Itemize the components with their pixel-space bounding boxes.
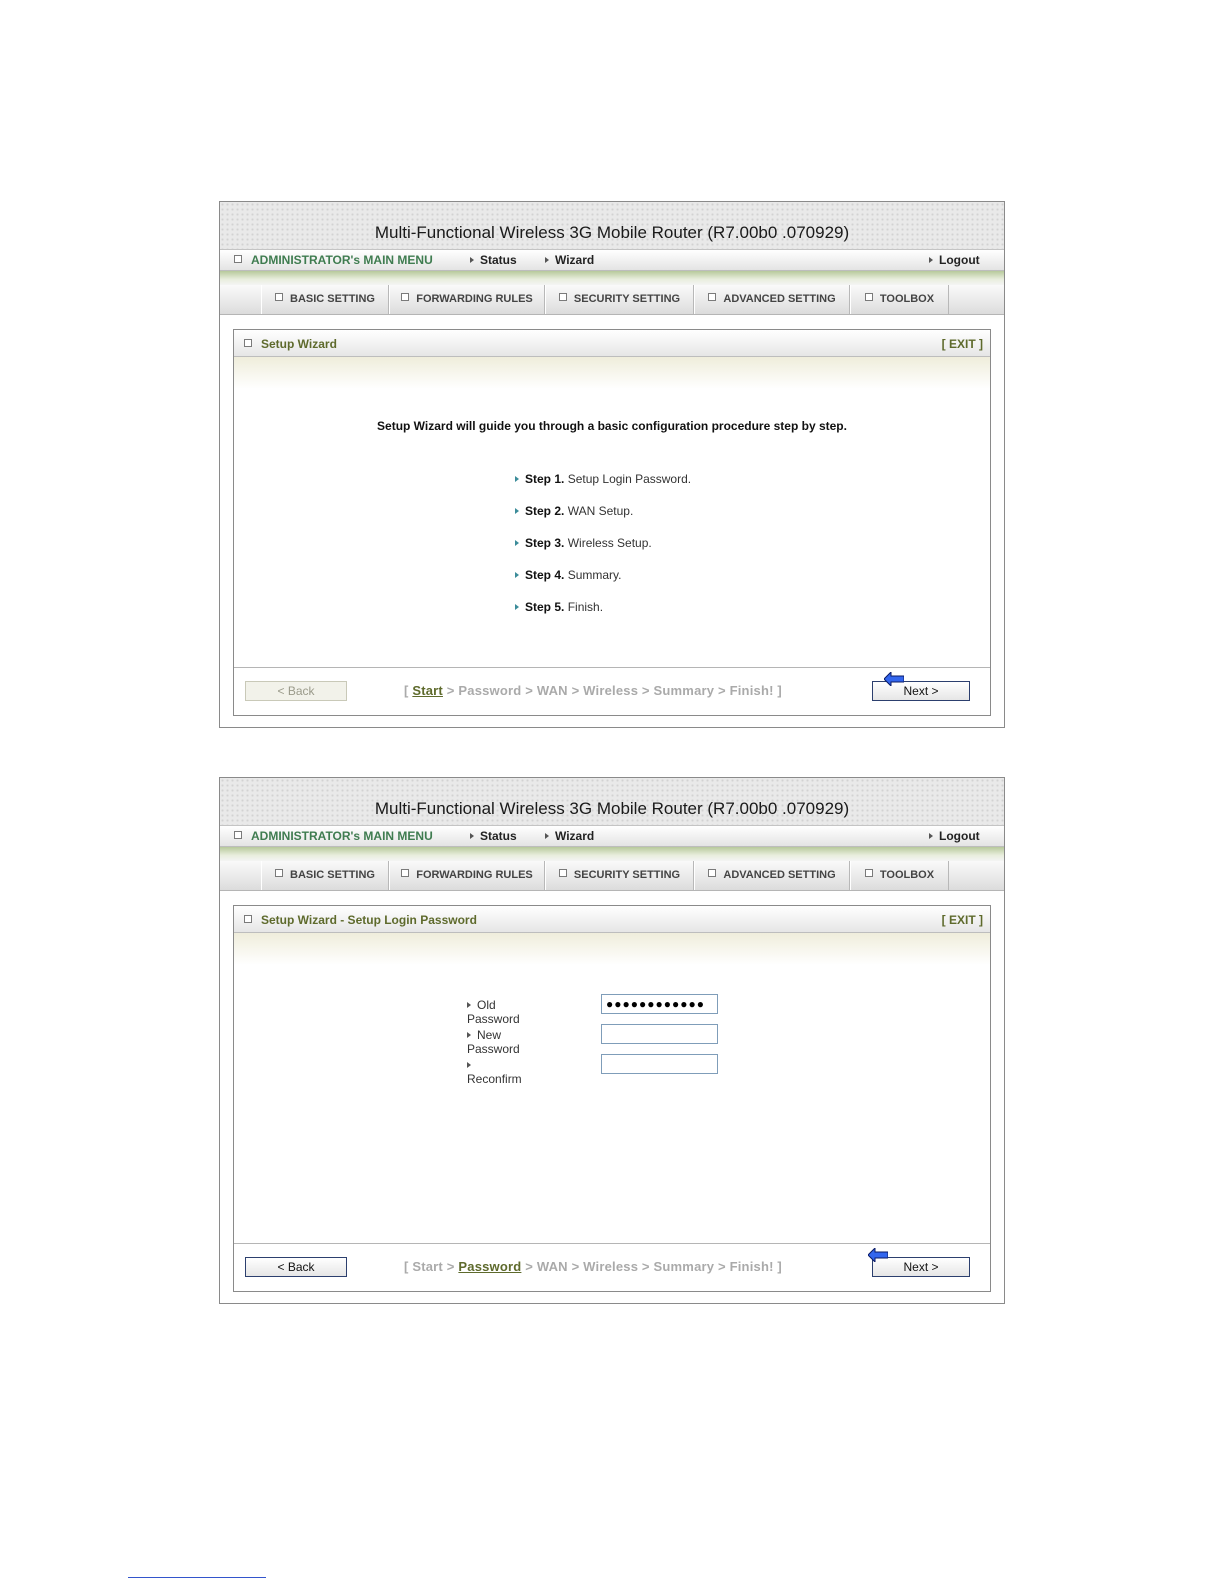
wizard-label: Wizard <box>555 253 595 267</box>
triangle-bullet-icon <box>929 257 933 263</box>
panel-title-bar <box>234 906 990 933</box>
triangle-bullet-icon <box>515 508 519 514</box>
tab-toolbox[interactable] <box>850 285 949 314</box>
admin-main-menu-link[interactable] <box>234 253 433 267</box>
panel-title-bar <box>234 330 990 357</box>
triangle-bullet-icon <box>515 540 519 546</box>
wizard-footer <box>234 667 990 716</box>
triangle-bullet-icon <box>470 257 474 263</box>
exit-link[interactable]: [ EXIT ] <box>941 913 983 927</box>
wizard-link[interactable] <box>545 253 594 267</box>
tab-label: FORWARDING RULES <box>416 869 533 881</box>
field-label-text: Old Password <box>467 998 520 1026</box>
status-label: Status <box>480 253 517 267</box>
panel-title-label: Setup Wizard - Setup Login Password <box>261 913 477 927</box>
square-bullet-icon <box>234 255 242 263</box>
back-button[interactable]: < Back <box>245 1257 347 1277</box>
status-label: Status <box>480 829 517 843</box>
wizard-breadcrumb <box>404 683 782 698</box>
square-bullet-icon <box>708 293 716 301</box>
tab-label: BASIC SETTING <box>290 869 375 881</box>
breadcrumb-password[interactable]: Password <box>458 683 522 698</box>
tab-forwarding-rules[interactable] <box>389 285 545 314</box>
admin-main-menu-label: ADMINISTRATOR's MAIN MENU <box>251 253 433 267</box>
list-item <box>515 504 691 536</box>
next-button[interactable]: Next > <box>872 1257 970 1277</box>
square-bullet-icon <box>559 869 567 877</box>
old-password-field[interactable]: ●●●●●●●●●●●● <box>601 994 718 1014</box>
square-bullet-icon <box>234 831 242 839</box>
tab-basic-setting[interactable] <box>261 861 389 890</box>
tab-label: TOOLBOX <box>879 869 935 881</box>
exit-link[interactable]: [ EXIT ] <box>941 337 983 351</box>
breadcrumb-start[interactable]: Start <box>412 683 443 698</box>
settings-tab-bar <box>220 861 1004 891</box>
step-text: Finish. <box>567 600 604 614</box>
router-title: Multi-Functional Wireless 3G Mobile Router (R7.00b0 .070929) <box>374 799 850 818</box>
tab-label: ADVANCED SETTING <box>723 293 836 305</box>
step-text: Summary. <box>567 568 622 582</box>
left-arrow-icon <box>868 1248 888 1262</box>
panel-title <box>244 337 337 351</box>
triangle-bullet-icon <box>545 833 549 839</box>
main-menu-bar <box>220 825 1004 847</box>
square-bullet-icon <box>865 869 873 877</box>
left-arrow-icon <box>884 672 904 686</box>
green-band <box>220 847 1004 861</box>
new-password-field[interactable] <box>601 1024 718 1044</box>
panel-title <box>244 913 477 927</box>
panel-gradient <box>234 933 990 965</box>
router-header <box>220 778 1004 825</box>
tab-basic-setting[interactable] <box>261 285 389 314</box>
square-bullet-icon <box>401 869 409 877</box>
wizard-link[interactable] <box>545 829 594 843</box>
tab-label: BASIC SETTING <box>290 293 375 305</box>
old-password-label <box>467 998 520 1026</box>
tab-label: FORWARDING RULES <box>416 293 533 305</box>
field-label-text: Reconfirm <box>467 1072 522 1086</box>
logout-link[interactable] <box>929 829 980 843</box>
reconfirm-field[interactable] <box>601 1054 718 1074</box>
tab-label: ADVANCED SETTING <box>723 869 836 881</box>
tab-advanced-setting[interactable] <box>694 285 850 314</box>
reconfirm-label <box>467 1058 522 1086</box>
breadcrumb-rest: > WAN > Wireless > Summary > Finish! ] <box>521 683 782 698</box>
triangle-bullet-icon <box>545 257 549 263</box>
tab-forwarding-rules[interactable] <box>389 861 545 890</box>
wizard-breadcrumb <box>404 1259 782 1274</box>
tab-label: TOOLBOX <box>879 293 935 305</box>
wizard-intro-text: Setup Wizard will guide you through a basic configuration procedure step by step. <box>377 419 847 433</box>
breadcrumb-password[interactable]: Password <box>458 1259 522 1274</box>
square-bullet-icon <box>401 293 409 301</box>
step-text: Setup Login Password. <box>567 472 692 486</box>
breadcrumb-rest: > WAN > Wireless > Summary > Finish! ] <box>521 1259 782 1274</box>
list-item <box>515 568 691 600</box>
screenshot-wizard-intro <box>219 201 1005 728</box>
footnote-rule <box>128 1577 266 1578</box>
panel-gradient <box>234 357 990 389</box>
triangle-bullet-icon <box>470 833 474 839</box>
breadcrumb-open: [ <box>404 683 413 698</box>
next-button[interactable]: Next > <box>872 681 970 701</box>
step-text: Wireless Setup. <box>567 536 652 550</box>
triangle-bullet-icon <box>515 476 519 482</box>
triangle-bullet-icon <box>467 1032 471 1038</box>
step-number: Step 1. <box>525 472 565 486</box>
step-number: Step 4. <box>525 568 565 582</box>
step-number: Step 5. <box>525 600 565 614</box>
tab-toolbox[interactable] <box>850 861 949 890</box>
breadcrumb-open: [ <box>404 1259 413 1274</box>
panel-title-label: Setup Wizard <box>261 337 337 351</box>
square-bullet-icon <box>244 339 252 347</box>
list-item <box>515 600 691 632</box>
breadcrumb-separator: > <box>442 683 459 698</box>
main-menu-bar <box>220 249 1004 271</box>
wizard-panel <box>233 329 991 716</box>
logout-label: Logout <box>939 253 980 267</box>
list-item <box>515 536 691 568</box>
new-password-label <box>467 1028 520 1056</box>
tab-label: SECURITY SETTING <box>573 293 681 305</box>
triangle-bullet-icon <box>467 1062 471 1068</box>
admin-main-menu-label: ADMINISTRATOR's MAIN MENU <box>251 829 433 843</box>
green-band <box>220 271 1004 285</box>
wizard-footer <box>234 1243 990 1292</box>
wizard-label: Wizard <box>555 829 595 843</box>
status-link[interactable] <box>470 253 517 267</box>
square-bullet-icon <box>559 293 567 301</box>
back-button[interactable]: < Back <box>245 681 347 701</box>
breadcrumb-start[interactable]: Start <box>412 1259 443 1274</box>
step-number: Step 3. <box>525 536 565 550</box>
tab-security-setting[interactable] <box>545 861 694 890</box>
logout-link[interactable] <box>929 253 980 267</box>
wizard-steps-list <box>515 472 691 632</box>
square-bullet-icon <box>708 869 716 877</box>
triangle-bullet-icon <box>515 604 519 610</box>
list-item <box>515 472 691 504</box>
router-title: Multi-Functional Wireless 3G Mobile Router (R7.00b0 .070929) <box>374 223 850 242</box>
square-bullet-icon <box>275 869 283 877</box>
settings-tab-bar <box>220 285 1004 315</box>
tab-label: SECURITY SETTING <box>573 869 681 881</box>
tab-advanced-setting[interactable] <box>694 861 850 890</box>
tab-security-setting[interactable] <box>545 285 694 314</box>
admin-main-menu-link[interactable] <box>234 829 433 843</box>
step-number: Step 2. <box>525 504 565 518</box>
triangle-bullet-icon <box>929 833 933 839</box>
logout-label: Logout <box>939 829 980 843</box>
square-bullet-icon <box>244 915 252 923</box>
square-bullet-icon <box>275 293 283 301</box>
step-text: WAN Setup. <box>567 504 634 518</box>
triangle-bullet-icon <box>515 572 519 578</box>
field-label-text: New Password <box>467 1028 520 1056</box>
wizard-panel <box>233 905 991 1292</box>
screenshot-wizard-password <box>219 777 1005 1304</box>
status-link[interactable] <box>470 829 517 843</box>
square-bullet-icon <box>865 293 873 301</box>
breadcrumb-separator: > <box>442 1259 459 1274</box>
triangle-bullet-icon <box>467 1002 471 1008</box>
router-header <box>220 202 1004 249</box>
